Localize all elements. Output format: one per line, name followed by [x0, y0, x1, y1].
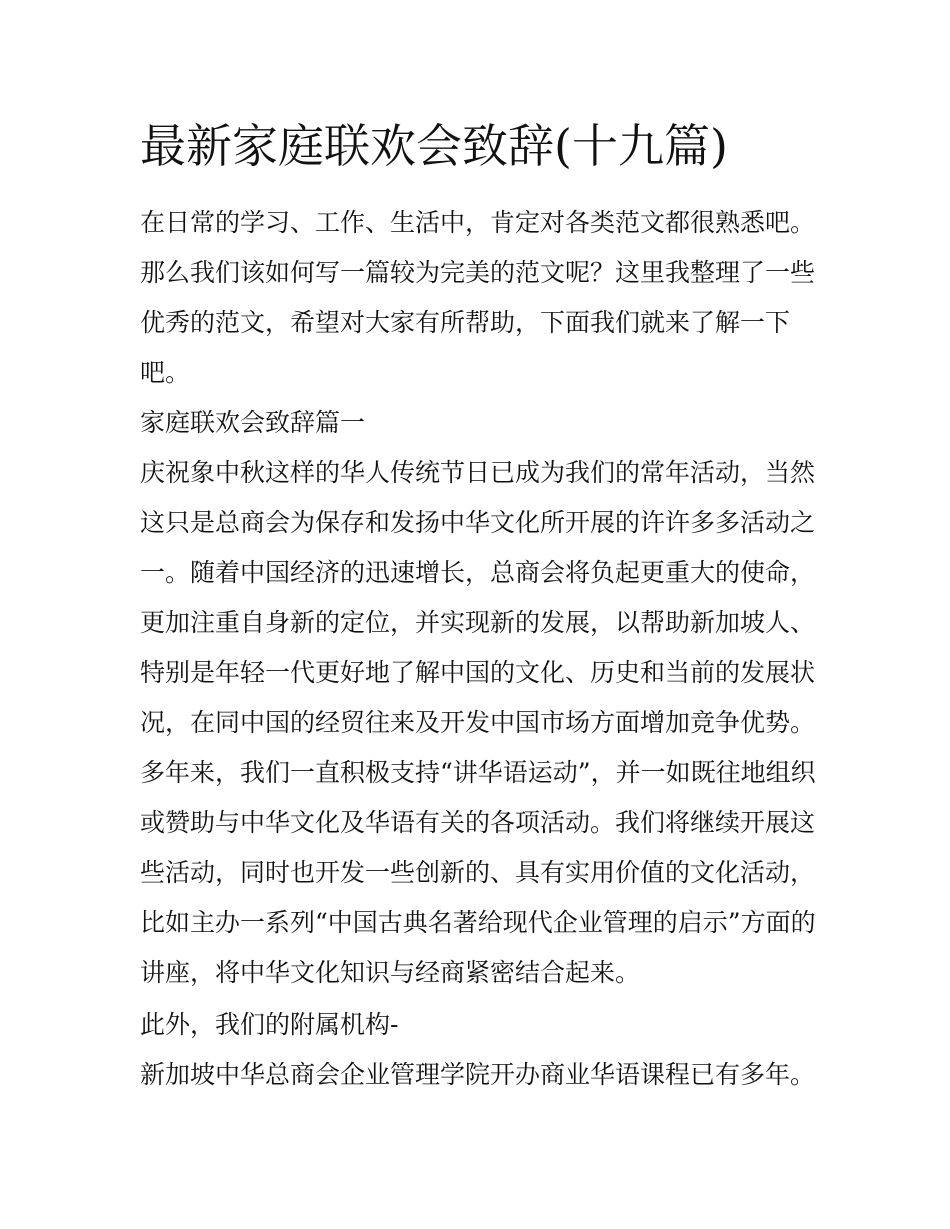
- document-title: 最新家庭联欢会致辞(十九篇): [140, 119, 728, 173]
- main-line: 况，在同中国的经贸往来及开发中国市场方面增加竞争优势。: [140, 708, 816, 737]
- section-heading-text: 家庭联欢会致辞篇一: [140, 408, 366, 437]
- main-line: 或赞助与中华文化及华语有关的各项活动。我们将继续开展这: [140, 808, 816, 837]
- section-heading: [140, 398, 820, 448]
- last-line: 新加坡中华总商会企业管理学院开办商业华语课程已有多年。: [140, 1060, 816, 1089]
- main-line: 讲座，将中华文化知识与经商紧密结合起来。: [140, 958, 641, 987]
- last-paragraph: [140, 1050, 820, 1100]
- main-line: 这只是总商会为保存和发扬中华文化所开展的许许多多活动之: [140, 508, 816, 537]
- main-line: 更加注重自身新的定位，并实现新的发展，以帮助新加坡人、: [140, 608, 816, 637]
- intro-line: 优秀的范文，希望对大家有所帮助，下面我们就来了解一下: [140, 308, 791, 337]
- main-line: 一。随着中国经济的迅速增长，总商会将负起更重大的使命，: [140, 558, 816, 587]
- main-line: 些活动，同时也开发一些创新的、具有实用价值的文化活动，: [140, 858, 816, 887]
- extra-line: 此外，我们的附属机构-: [140, 1010, 399, 1039]
- main-paragraph: [140, 448, 820, 998]
- main-line: 特别是年轻一代更好地了解中国的文化、历史和当前的发展状: [140, 658, 816, 687]
- intro-line: 那么我们该如何写一篇较为完美的范文呢？这里我整理了一些: [140, 258, 816, 287]
- intro-line: 在日常的学习、工作、生活中，肯定对各类范文都很熟悉吧。: [140, 208, 816, 237]
- main-line: 庆祝象中秋这样的华人传统节日已成为我们的常年活动，当然: [140, 458, 816, 487]
- extra-paragraph: [140, 1000, 820, 1050]
- main-line: 比如主办一系列“中国古典名著给现代企业管理的启示”方面的: [140, 908, 816, 937]
- intro-paragraph: [140, 198, 820, 398]
- intro-line: 吧。: [140, 358, 191, 387]
- main-line: 多年来，我们一直积极支持“讲华语运动”，并一如既往地组织: [140, 758, 816, 787]
